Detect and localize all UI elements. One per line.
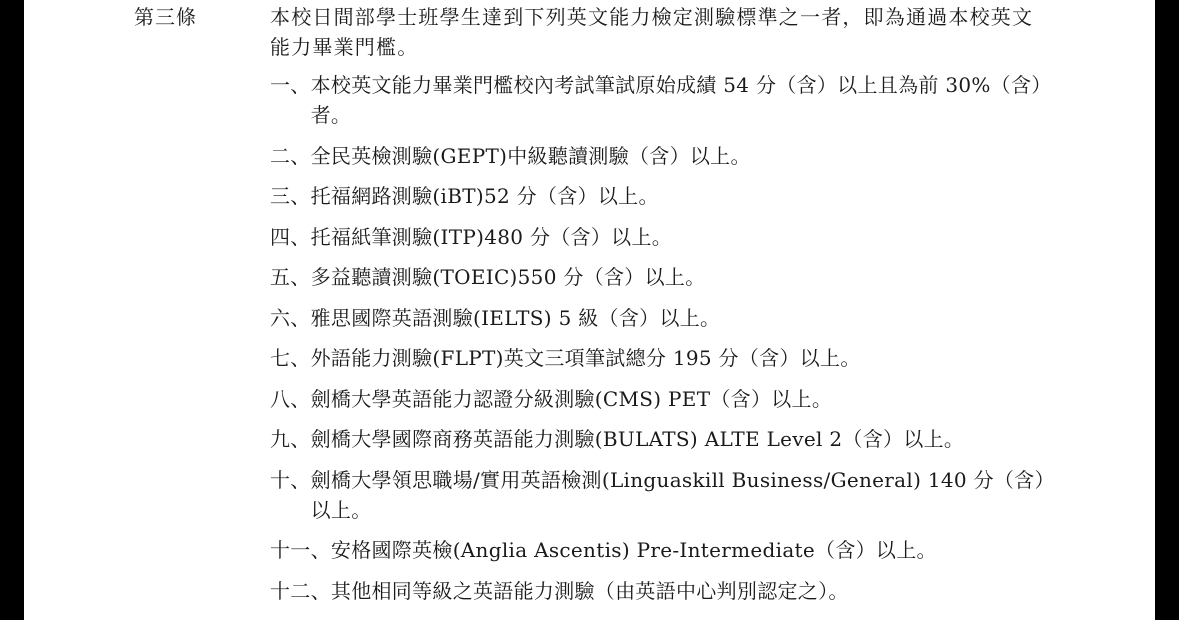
list-item	[270, 576, 1052, 606]
item-text: 托福紙筆測驗(ITP)480 分（含）以上。	[310, 224, 673, 249]
list-item	[270, 222, 1052, 252]
item-number: 七、	[270, 346, 311, 370]
item-text: 劍橋大學領思職場/實用英語檢測(Linguaskill Business/General) 140 分（含）以上。	[310, 467, 1045, 522]
item-text: 雅思國際英語測驗(IELTS) 5 級（含）以上。	[310, 305, 721, 330]
item-text: 多益聽讀測驗(TOEIC)550 分（含）以上。	[310, 265, 706, 289]
item-number: 二、	[270, 143, 311, 168]
list-item	[270, 424, 1052, 454]
item-text: 安格國際英檢(Anglia Ascentis) Pre-Intermediate（含）以上。	[330, 538, 937, 562]
item-text: 托福網路測驗(iBT)52 分（含）以上。	[310, 184, 659, 208]
item-text: 其他相同等級之英語能力測驗（由英語中心判別認定之）。	[330, 578, 849, 603]
item-number: 十、	[270, 467, 311, 492]
list-item	[270, 535, 1052, 565]
document-page	[24, 0, 1155, 620]
item-text: 本校英文能力畢業門檻校內考試筆試原始成績 54 分（含）以上且為前 30%（含）者。	[310, 73, 1052, 127]
list-item	[270, 70, 1052, 130]
article-intro: 本校日間部學士班學生達到下列英文能力檢定測驗標準之一者，即為通過本校英文能力畢業門檻。	[270, 5, 1034, 59]
item-number: 十一、	[270, 538, 331, 562]
list-item	[270, 262, 1052, 292]
requirement-list	[270, 70, 1052, 606]
item-number: 五、	[270, 265, 311, 289]
item-text: 外語能力測驗(FLPT)英文三項筆試總分 195 分（含）以上。	[310, 346, 861, 370]
item-number: 六、	[270, 305, 311, 330]
item-text: 全民英檢測驗(GEPT)中級聽讀測驗（含）以上。	[310, 143, 751, 168]
item-number: 十二、	[270, 578, 331, 603]
item-number: 一、	[270, 73, 311, 97]
list-item	[270, 181, 1052, 211]
item-text: 劍橋大學英語能力認證分級測驗(CMS) PET（含）以上。	[310, 386, 833, 411]
list-item	[270, 465, 1052, 525]
article-number: 第三條	[134, 5, 197, 29]
list-item	[270, 384, 1052, 414]
item-number: 四、	[270, 224, 311, 249]
item-number: 八、	[270, 386, 311, 411]
list-item	[270, 343, 1052, 373]
list-item	[270, 303, 1052, 333]
item-number: 九、	[270, 427, 311, 451]
article-content	[270, 2, 1052, 616]
list-item	[270, 141, 1052, 171]
item-number: 三、	[270, 184, 311, 208]
item-text: 劍橋大學國際商務英語能力測驗(BULATS) ALTE Level 2（含）以上。	[310, 427, 965, 451]
